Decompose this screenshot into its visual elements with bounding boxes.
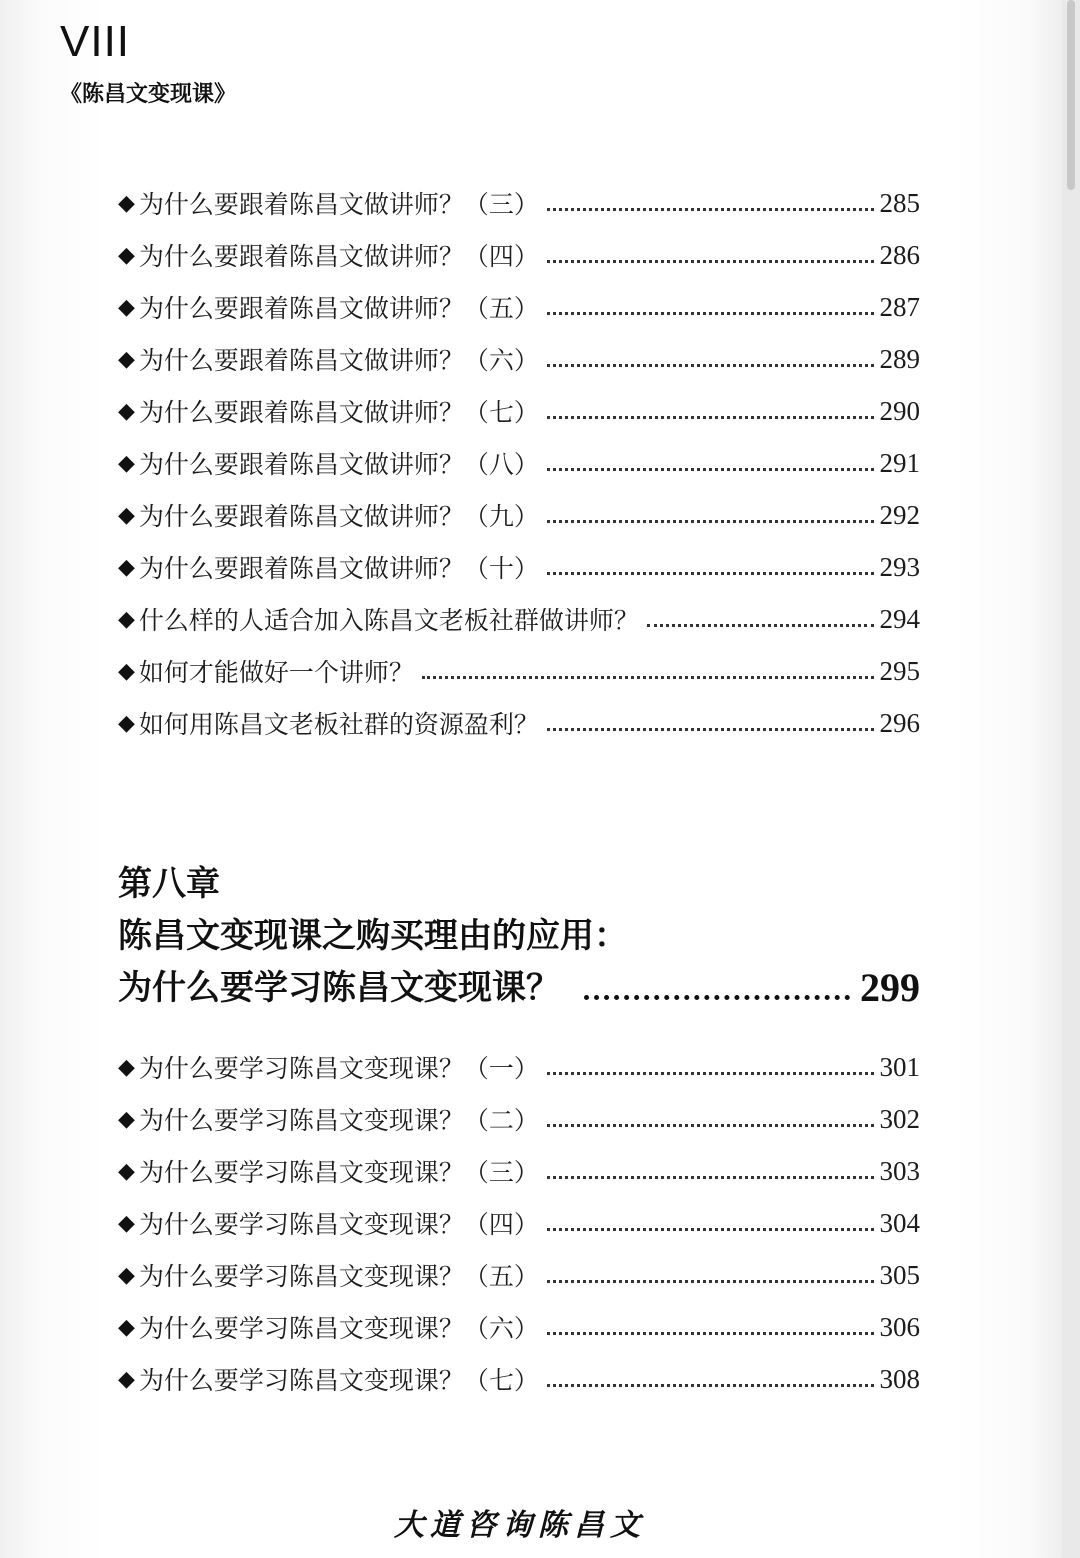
diamond-bullet-icon: ◆ [118, 190, 135, 216]
toc-entry[interactable] [118, 333, 920, 385]
diamond-bullet-icon: ◆ [118, 1054, 135, 1080]
dot-leader [422, 676, 874, 679]
toc-entry-title: 如何用陈昌文老板社群的资源盈利？ [138, 710, 539, 739]
diamond-bullet-icon: ◆ [118, 1158, 135, 1184]
toc-entry[interactable] [118, 437, 920, 489]
running-book-title: 《陈昌文变现课》 [60, 81, 237, 107]
dot-leader [547, 312, 874, 315]
dot-leader [547, 208, 874, 211]
diamond-bullet-icon: ◆ [118, 1314, 135, 1340]
toc-entry[interactable] [118, 593, 920, 645]
chapter-page-number: 299 [860, 965, 920, 1010]
chapter-number: 第八章 [118, 864, 220, 904]
diamond-bullet-icon: ◆ [118, 242, 135, 268]
chapter-heading [118, 858, 920, 1014]
toc-entry[interactable] [118, 489, 920, 541]
toc-entry[interactable] [118, 385, 920, 437]
toc-entry[interactable] [118, 1249, 920, 1301]
dot-leader [647, 624, 874, 627]
toc-entry[interactable] [118, 1145, 920, 1197]
toc-section-course [118, 1041, 920, 1405]
dot-leader [584, 995, 850, 1000]
toc-entry[interactable] [118, 281, 920, 333]
toc-entry-page: 291 [879, 447, 920, 478]
diamond-bullet-icon: ◆ [118, 606, 135, 632]
toc-entry-title: 什么样的人适合加入陈昌文老板社群做讲师？ [138, 606, 639, 635]
dot-leader [547, 520, 874, 523]
toc-entry-title: 为什么要跟着陈昌文做讲师？（六） [138, 346, 539, 375]
toc-entry[interactable] [118, 1197, 920, 1249]
scrollbar-track[interactable] [1062, 0, 1080, 1558]
toc-entry[interactable] [118, 1301, 920, 1353]
toc-entry-title: 为什么要跟着陈昌文做讲师？（五） [138, 294, 539, 323]
dot-leader [547, 260, 874, 263]
toc-entry-title: 为什么要学习陈昌文变现课？（五） [138, 1262, 539, 1291]
toc-entry[interactable] [118, 229, 920, 281]
toc-entry-page: 303 [879, 1155, 920, 1186]
toc-entry-page: 296 [879, 707, 920, 738]
toc-entry-title: 为什么要学习陈昌文变现课？（二） [138, 1106, 539, 1135]
toc-entry[interactable] [118, 645, 920, 697]
toc-entry-title: 为什么要学习陈昌文变现课？（四） [138, 1210, 539, 1239]
toc-entry-page: 285 [879, 187, 920, 218]
toc-section-lecturer [118, 177, 920, 749]
toc-entry-page: 294 [879, 603, 920, 634]
dot-leader [547, 572, 874, 575]
toc-entry[interactable] [118, 1093, 920, 1145]
toc-entry[interactable] [118, 177, 920, 229]
toc-entry-title: 为什么要跟着陈昌文做讲师？（八） [138, 450, 539, 479]
toc-entry-page: 302 [879, 1103, 920, 1134]
diamond-bullet-icon: ◆ [118, 1106, 135, 1132]
diamond-bullet-icon: ◆ [118, 294, 135, 320]
dot-leader [547, 1332, 874, 1335]
toc-entry[interactable] [118, 1041, 920, 1093]
toc-entry-page: 305 [879, 1259, 920, 1290]
toc-entry-page: 293 [879, 551, 920, 582]
toc-entry-title: 为什么要跟着陈昌文做讲师？（四） [138, 242, 539, 271]
toc-entry-page: 306 [879, 1311, 920, 1342]
diamond-bullet-icon: ◆ [118, 398, 135, 424]
diamond-bullet-icon: ◆ [118, 1366, 135, 1392]
dot-leader [547, 1176, 874, 1179]
toc-entry-page: 286 [879, 239, 920, 270]
diamond-bullet-icon: ◆ [118, 502, 135, 528]
toc-entry-title: 如何才能做好一个讲师？ [138, 658, 414, 687]
toc-entry-title: 为什么要学习陈昌文变现课？（三） [138, 1158, 539, 1187]
dot-leader [547, 1384, 874, 1387]
dot-leader [547, 416, 874, 419]
diamond-bullet-icon: ◆ [118, 1262, 135, 1288]
toc-entry-title: 为什么要跟着陈昌文做讲师？（七） [138, 398, 539, 427]
diamond-bullet-icon: ◆ [118, 450, 135, 476]
toc-entry-page: 304 [879, 1207, 920, 1238]
page-number: VIII [60, 17, 131, 66]
dot-leader [547, 468, 874, 471]
scrollbar-thumb[interactable] [1067, 0, 1075, 190]
toc-entry[interactable] [118, 697, 920, 749]
chapter-subtitle: 为什么要学习陈昌文变现课？ [118, 968, 560, 1008]
toc-entry-page: 289 [879, 343, 920, 374]
diamond-bullet-icon: ◆ [118, 710, 135, 736]
toc-entry-title: 为什么要跟着陈昌文做讲师？（九） [138, 502, 539, 531]
chapter-subtitle-row[interactable] [118, 962, 920, 1014]
dot-leader [547, 728, 874, 731]
toc-entry-page: 308 [879, 1363, 920, 1394]
toc-entry-page: 295 [879, 655, 920, 686]
diamond-bullet-icon: ◆ [118, 554, 135, 580]
toc-entry-title: 为什么要跟着陈昌文做讲师？（十） [138, 554, 539, 583]
toc-entry-title: 为什么要学习陈昌文变现课？（七） [138, 1366, 539, 1395]
toc-entry[interactable] [118, 541, 920, 593]
toc-entry-page: 287 [879, 291, 920, 322]
diamond-bullet-icon: ◆ [118, 658, 135, 684]
footer-signature: 大道咨询陈昌文 [394, 1508, 646, 1543]
toc-entry[interactable] [118, 1353, 920, 1405]
dot-leader [547, 1228, 874, 1231]
diamond-bullet-icon: ◆ [118, 346, 135, 372]
toc-entry-page: 301 [879, 1051, 920, 1082]
toc-entry-title: 为什么要学习陈昌文变现课？（一） [138, 1054, 539, 1083]
toc-entry-page: 292 [879, 499, 920, 530]
dot-leader [547, 1124, 874, 1127]
dot-leader [547, 1072, 874, 1075]
dot-leader [547, 364, 874, 367]
toc-entry-title: 为什么要学习陈昌文变现课？（六） [138, 1314, 539, 1343]
toc-entry-page: 290 [879, 395, 920, 426]
chapter-title: 陈昌文变现课之购买理由的应用： [118, 916, 628, 956]
toc-entry-title: 为什么要跟着陈昌文做讲师？（三） [138, 190, 539, 219]
diamond-bullet-icon: ◆ [118, 1210, 135, 1236]
dot-leader [547, 1280, 874, 1283]
